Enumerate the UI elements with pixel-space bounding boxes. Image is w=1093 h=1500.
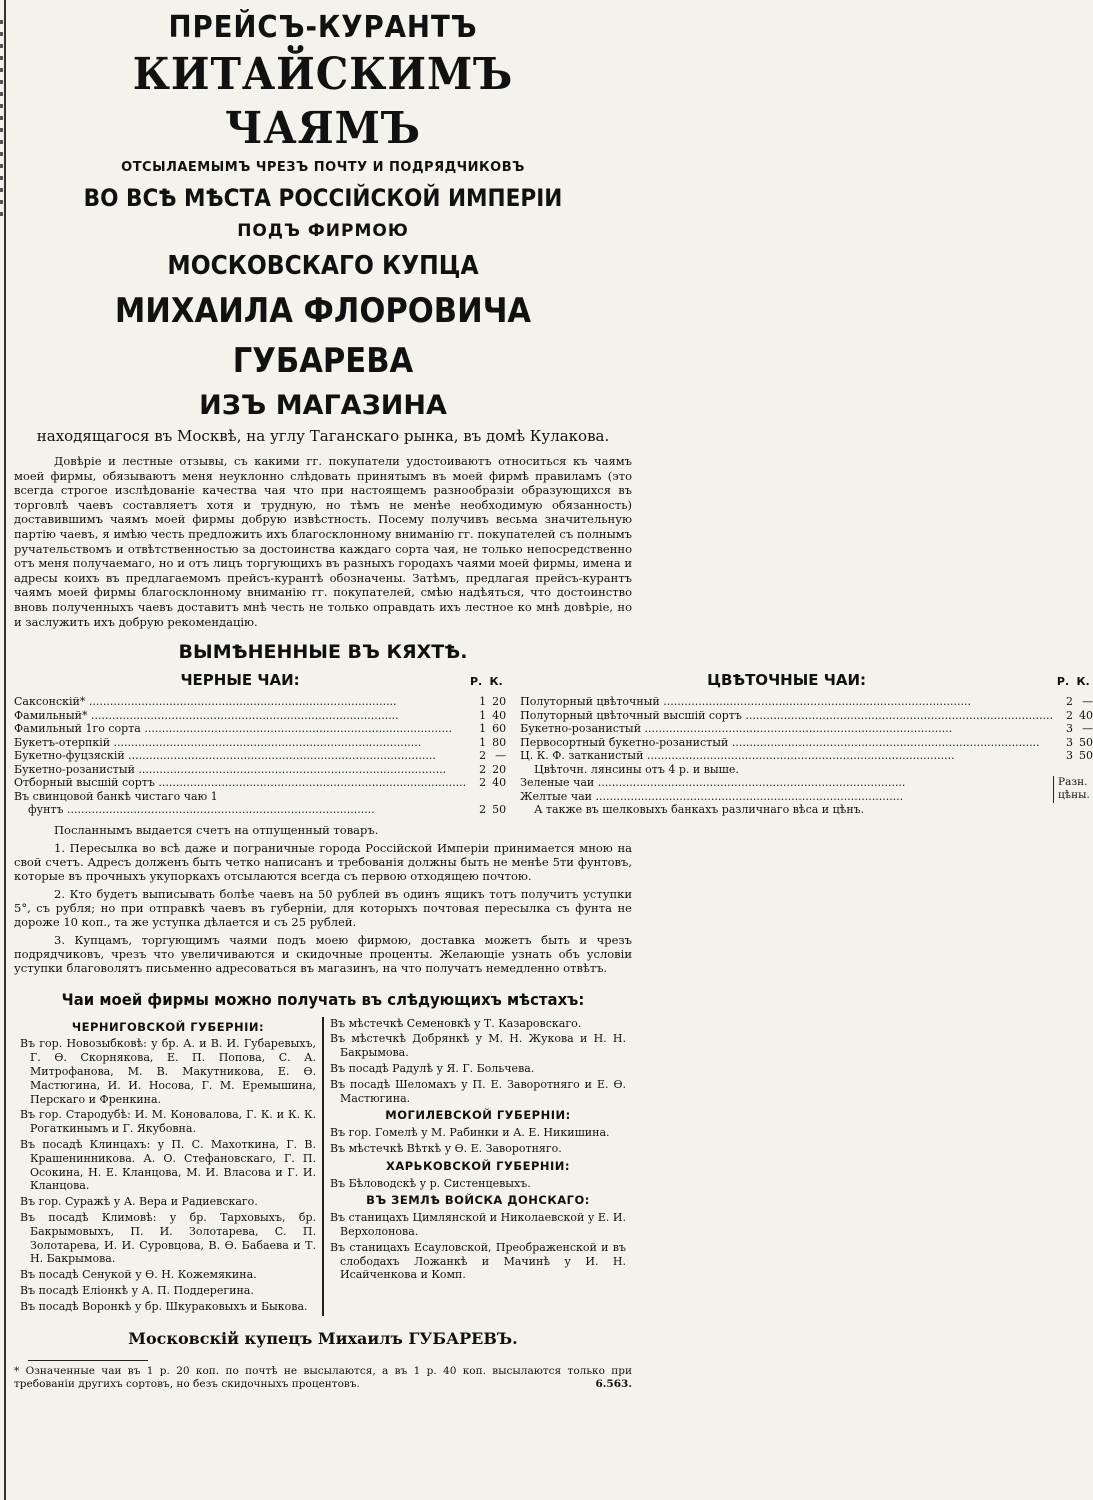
price-row: Первосортный букетно-розанистый ..... 3 50 <box>520 736 1093 750</box>
margin-dots <box>0 20 3 220</box>
varied-price-note: Разн. цѣны. <box>1053 776 1093 803</box>
black-tea-column <box>14 671 506 817</box>
price-row-tin-cont: фунтъ ..... 2 50 <box>14 803 506 817</box>
location-entry: Въ гор. Суражѣ у А. Вера и Радиевскаго. <box>20 1195 258 1209</box>
location-entry: Въ станицахъ Есауловской, Преображенской и въ слободахъ Ложанкѣ и Мачинѣ у И. Н. Исайченкова и Комп. <box>330 1240 626 1282</box>
flower-note: Цвѣточн. лянсины отъ 4 р. и выше. <box>534 762 739 776</box>
flower-tea-heading: ЦВѢТОЧНЫЕ ЧАИ: <box>707 671 867 690</box>
price-tables <box>14 671 1093 817</box>
location-entry: Въ посадѣ Клинцахъ: у П. С. Махоткина, Г. В. Крашенинникова. А. О. Стефановскаго, Г. П. Осокина, Н. Е. Кланцова, М. И. Власова и Г. И. Кланцова. <box>20 1138 316 1193</box>
price-row: Отборный высшій сортъ ..... 2 40 <box>14 776 506 790</box>
green-yellow-block <box>520 776 1093 803</box>
location-entry: Въ гор. Гомелѣ у М. Рабинки и А. Е. Никишина. <box>330 1126 610 1140</box>
location-entry: Въ мѣстечкѣ Семеновкѣ у Т. Казаровскаго. <box>330 1016 582 1030</box>
location-entry: Въ посадѣ Еліонкѣ у А. П. Поддерегина. <box>20 1283 254 1297</box>
location-entry: Въ мѣстечкѣ Вѣткѣ у Ѳ. Е. Заворотняго. <box>330 1142 562 1155</box>
unit-rubles: Р. <box>1056 675 1070 689</box>
locations-left <box>14 1017 322 1316</box>
rule-item: 1. Пересылка во всѣ даже и пограничные города Россійской Имперіи принимается мною на свой счетъ. Адресъ долженъ быть четко написанъ и требованія должны быть не менѣе 5ти фунтовъ, которые въ прочныхъ укупоркахъ отсылаются всегда съ первою отходящею почтою. <box>14 840 632 883</box>
price-row: Ц. К. Ф. затканистый ..... 3 50 <box>520 749 1093 763</box>
location-entry: Въ мѣстечкѣ Добрянкѣ у М. Н. Жукова и Н. Н. Бакрымова. <box>330 1032 626 1060</box>
price-row: Букетъ-отерпкій ..... 1 80 <box>14 736 506 750</box>
margin-rule <box>4 0 6 1500</box>
price-row: Зеленые чаи ..... <box>520 776 1053 790</box>
shop-address: находящагося въ Москвѣ, на углу Таганскаго рынка, въ домѣ Кулакова. <box>36 427 610 445</box>
location-entry: Въ гор. Стародубѣ: И. М. Коновалова, Г. К. и К. К. Рогаткинымъ и Г. Якубовна. <box>20 1108 316 1136</box>
footnote-rule <box>28 1360 148 1361</box>
price-row: Букетно-фуцзяскій ..... 2 — <box>14 749 506 763</box>
location-entry: Въ гор. Новозыбковѣ: у бр. А. и В. И. Губаревыхъ, Г. Ѳ. Скорнякова, Е. П. Попова, С. А. Митрофанова, М. В. Макутникова, Е. Ѳ. Мастюгина, И. И. Носова, Г. М. Еремышина, Перскаго и Френкина. <box>20 1037 316 1106</box>
price-row: Букетно-розанистый ..... 2 20 <box>14 763 506 777</box>
price-row: Букетно-розанистый ..... 3 — <box>520 722 1093 736</box>
flower-tea-heading-row <box>520 671 1093 695</box>
header-places: ВО ВСѢ МѢСТА РОССІЙСКОЙ ИМПЕРІИ <box>83 184 563 212</box>
rule-item: 3. Купцамъ, торгующимъ чаями подъ моею фирмою, доставка можетъ быть и чрезъ подрядчиковъ, чрезъ что увеличиваются и скидочные проценты. Желающіе узнать объ условіи уступки благоволятъ письменно адресоваться въ магазинъ, на что получатъ немедленно отвѣтъ. <box>14 932 632 975</box>
ad-code: 6.563. <box>595 1377 632 1390</box>
price-row: Полуторный цвѣточный ..... 2 — <box>520 695 1093 709</box>
header-sent: ОТСЫЛАЕМЫМЪ ЧРЕЗЪ ПОЧТУ И ПОДРЯДЧИКОВЪ <box>121 160 525 175</box>
unit-kopecks: К. <box>489 675 503 689</box>
rules-block <box>14 823 632 975</box>
location-entry: Въ посадѣ Сенукой у Ѳ. Н. Кожемякина. <box>20 1268 257 1282</box>
gub-heading: МОГИЛЕВСКОЙ ГУБЕРНІИ: <box>385 1108 571 1123</box>
gub-heading: ХАРЬКОВСКОЙ ГУБЕРНІИ: <box>385 1158 571 1173</box>
section-title: ВЫМѢНЕННЫЕ ВЪ КЯХТѢ. <box>178 641 468 664</box>
silk-tin-note: А также въ шелковыхъ банкахъ различнаго вѣса и цѣнъ. <box>534 803 865 817</box>
black-tea-heading: ЧЕРНЫЕ ЧАИ: <box>180 671 300 690</box>
header-title: ПРЕЙСЪ-КУРАНТЪ <box>168 10 478 45</box>
price-row: Фамильный 1го сорта ..... 1 60 <box>14 722 506 736</box>
locations-right <box>324 1017 632 1316</box>
locations <box>14 1017 632 1316</box>
price-row: Фамильный* ..... 1 40 <box>14 709 506 723</box>
rule-item: 2. Кто будетъ выписывать болѣе чаевъ на 50 рублей въ одинъ ящикъ тотъ получитъ уступки 5°, съ рубля; но при отправкѣ чаевъ въ губерніи, для которыхъ почтовая пересылка съ фунта не дороже 10 коп., та же уступка дѣлается и съ 25 рублей. <box>14 886 632 929</box>
price-row: Полуторный цвѣточный высшій сортъ ..... 2 40 <box>520 709 1093 723</box>
location-entry: Въ посадѣ Радулѣ у Я. Г. Больчева. <box>330 1062 535 1076</box>
location-entry: Въ Бѣловодскѣ у р. Систенцевыхъ. <box>330 1176 531 1190</box>
black-tea-heading-row <box>14 671 506 695</box>
unit-kopecks: К. <box>1076 675 1090 689</box>
location-entry: Въ посадѣ Шеломахъ у П. Е. Заворотняго и Е. Ѳ. Мастюгина. <box>330 1077 626 1105</box>
flower-tea-column <box>520 671 1093 817</box>
location-entry: Въ станицахъ Цимлянской и Николаевской у Е. И. Верхолонова. <box>330 1211 626 1238</box>
header-shop: ИЗЪ МАГАЗИНА <box>199 390 447 421</box>
price-row-tin: Въ свинцовой банкѣ чистаго чаю 1 <box>14 789 218 803</box>
price-row: Саксонскій* ..... 1 20 <box>14 695 506 709</box>
intro-paragraph: Довѣріе и лестные отзывы, съ какими гг. покупатели удостоиваютъ относиться къ чаямъ моей фирмы, обязываютъ меня неуклонно слѣдовать принятымъ въ моей фирмѣ правиламъ (это всегда строгое изслѣдованіе качества чая что при настоящемъ разнообразіи образующихся въ торговлѣ чаевъ составляетъ хотя и трудную, но тѣмъ не менѣе необходимую обязанность) доставившимъ чаямъ моей фирмы добрую извѣстность. Посему получивъ весьма значительную партію чаевъ, я имѣю честь предложить ихъ благосклонному вниманію гг. покупателей съ полнымъ ручательствомъ и отвѣтственностью за достоинства каждаго сорта чая, не только непосредственно отъ меня получаемаго, но и отъ лицъ торгующихъ въ разныхъ городахъ чаями моей фирмы, имена и адресы коихъ въ предлагаемомъ прейсъ-курантѣ обозначены. Затѣмъ, предлагая прейсъ-курантъ чаямъ моей фирмы благосклонному вниманію гг. покупателей, смѣю надѣяться, что достоинство вновь полученныхъ чаевъ доставитъ мнѣ честь не только оправдать ихъ лестное ко мнѣ довѣріе, но и заслужить ихъ добрую рекомендацію. <box>14 454 632 629</box>
price-row: Желтые чаи ..... <box>520 790 1053 804</box>
header-merchant: МОСКОВСКАГО КУПЦА <box>167 251 479 281</box>
signature: Московскій купецъ Михаилъ ГУБАРЕВЪ. <box>128 1328 518 1348</box>
header-name: МИХАИЛА ФЛОРОВИЧА ГУБАРЕВА <box>114 291 532 381</box>
unit-rubles: Р. <box>469 675 483 689</box>
gub-heading: ЧЕРНИГОВСКОЙ ГУБЕРНІИ: <box>71 1019 265 1034</box>
location-entry: Въ посадѣ Воронкѣ у бр. Шкураковыхъ и Быкова. <box>20 1299 308 1313</box>
location-entry: Въ посадѣ Климовѣ: у бр. Тарховыхъ, бр. Бакрымовыхъ, П. И. Золотарева, С. П. Золотарева, И. И. Суровцова, В. Ѳ. Бабаева и Т. Н. Бакрымова. <box>20 1210 316 1266</box>
footnote <box>14 1365 632 1391</box>
header-firm: ПОДЪ ФИРМОЮ <box>237 221 409 241</box>
gub-heading: ВЪ ЗЕМЛѢ ВОЙСКА ДОНСКАГО: <box>366 1193 590 1208</box>
where-title: Чаи моей фирмы можно получать въ слѣдующихъ мѣстахъ: <box>61 989 585 1009</box>
rules-intro: Посланнымъ выдается счетъ на отпущенный товаръ. <box>54 822 379 837</box>
footnote-text: * Означенные чаи въ 1 р. 20 коп. по почтѣ не высылаются, а въ 1 р. 40 коп. высылаются только при требованіи другихъ сортовъ, но безъ скидочныхъ процентовъ. <box>14 1364 632 1390</box>
header-subject: КИТАЙСКИМЪ ЧАЯМЪ <box>132 49 514 154</box>
